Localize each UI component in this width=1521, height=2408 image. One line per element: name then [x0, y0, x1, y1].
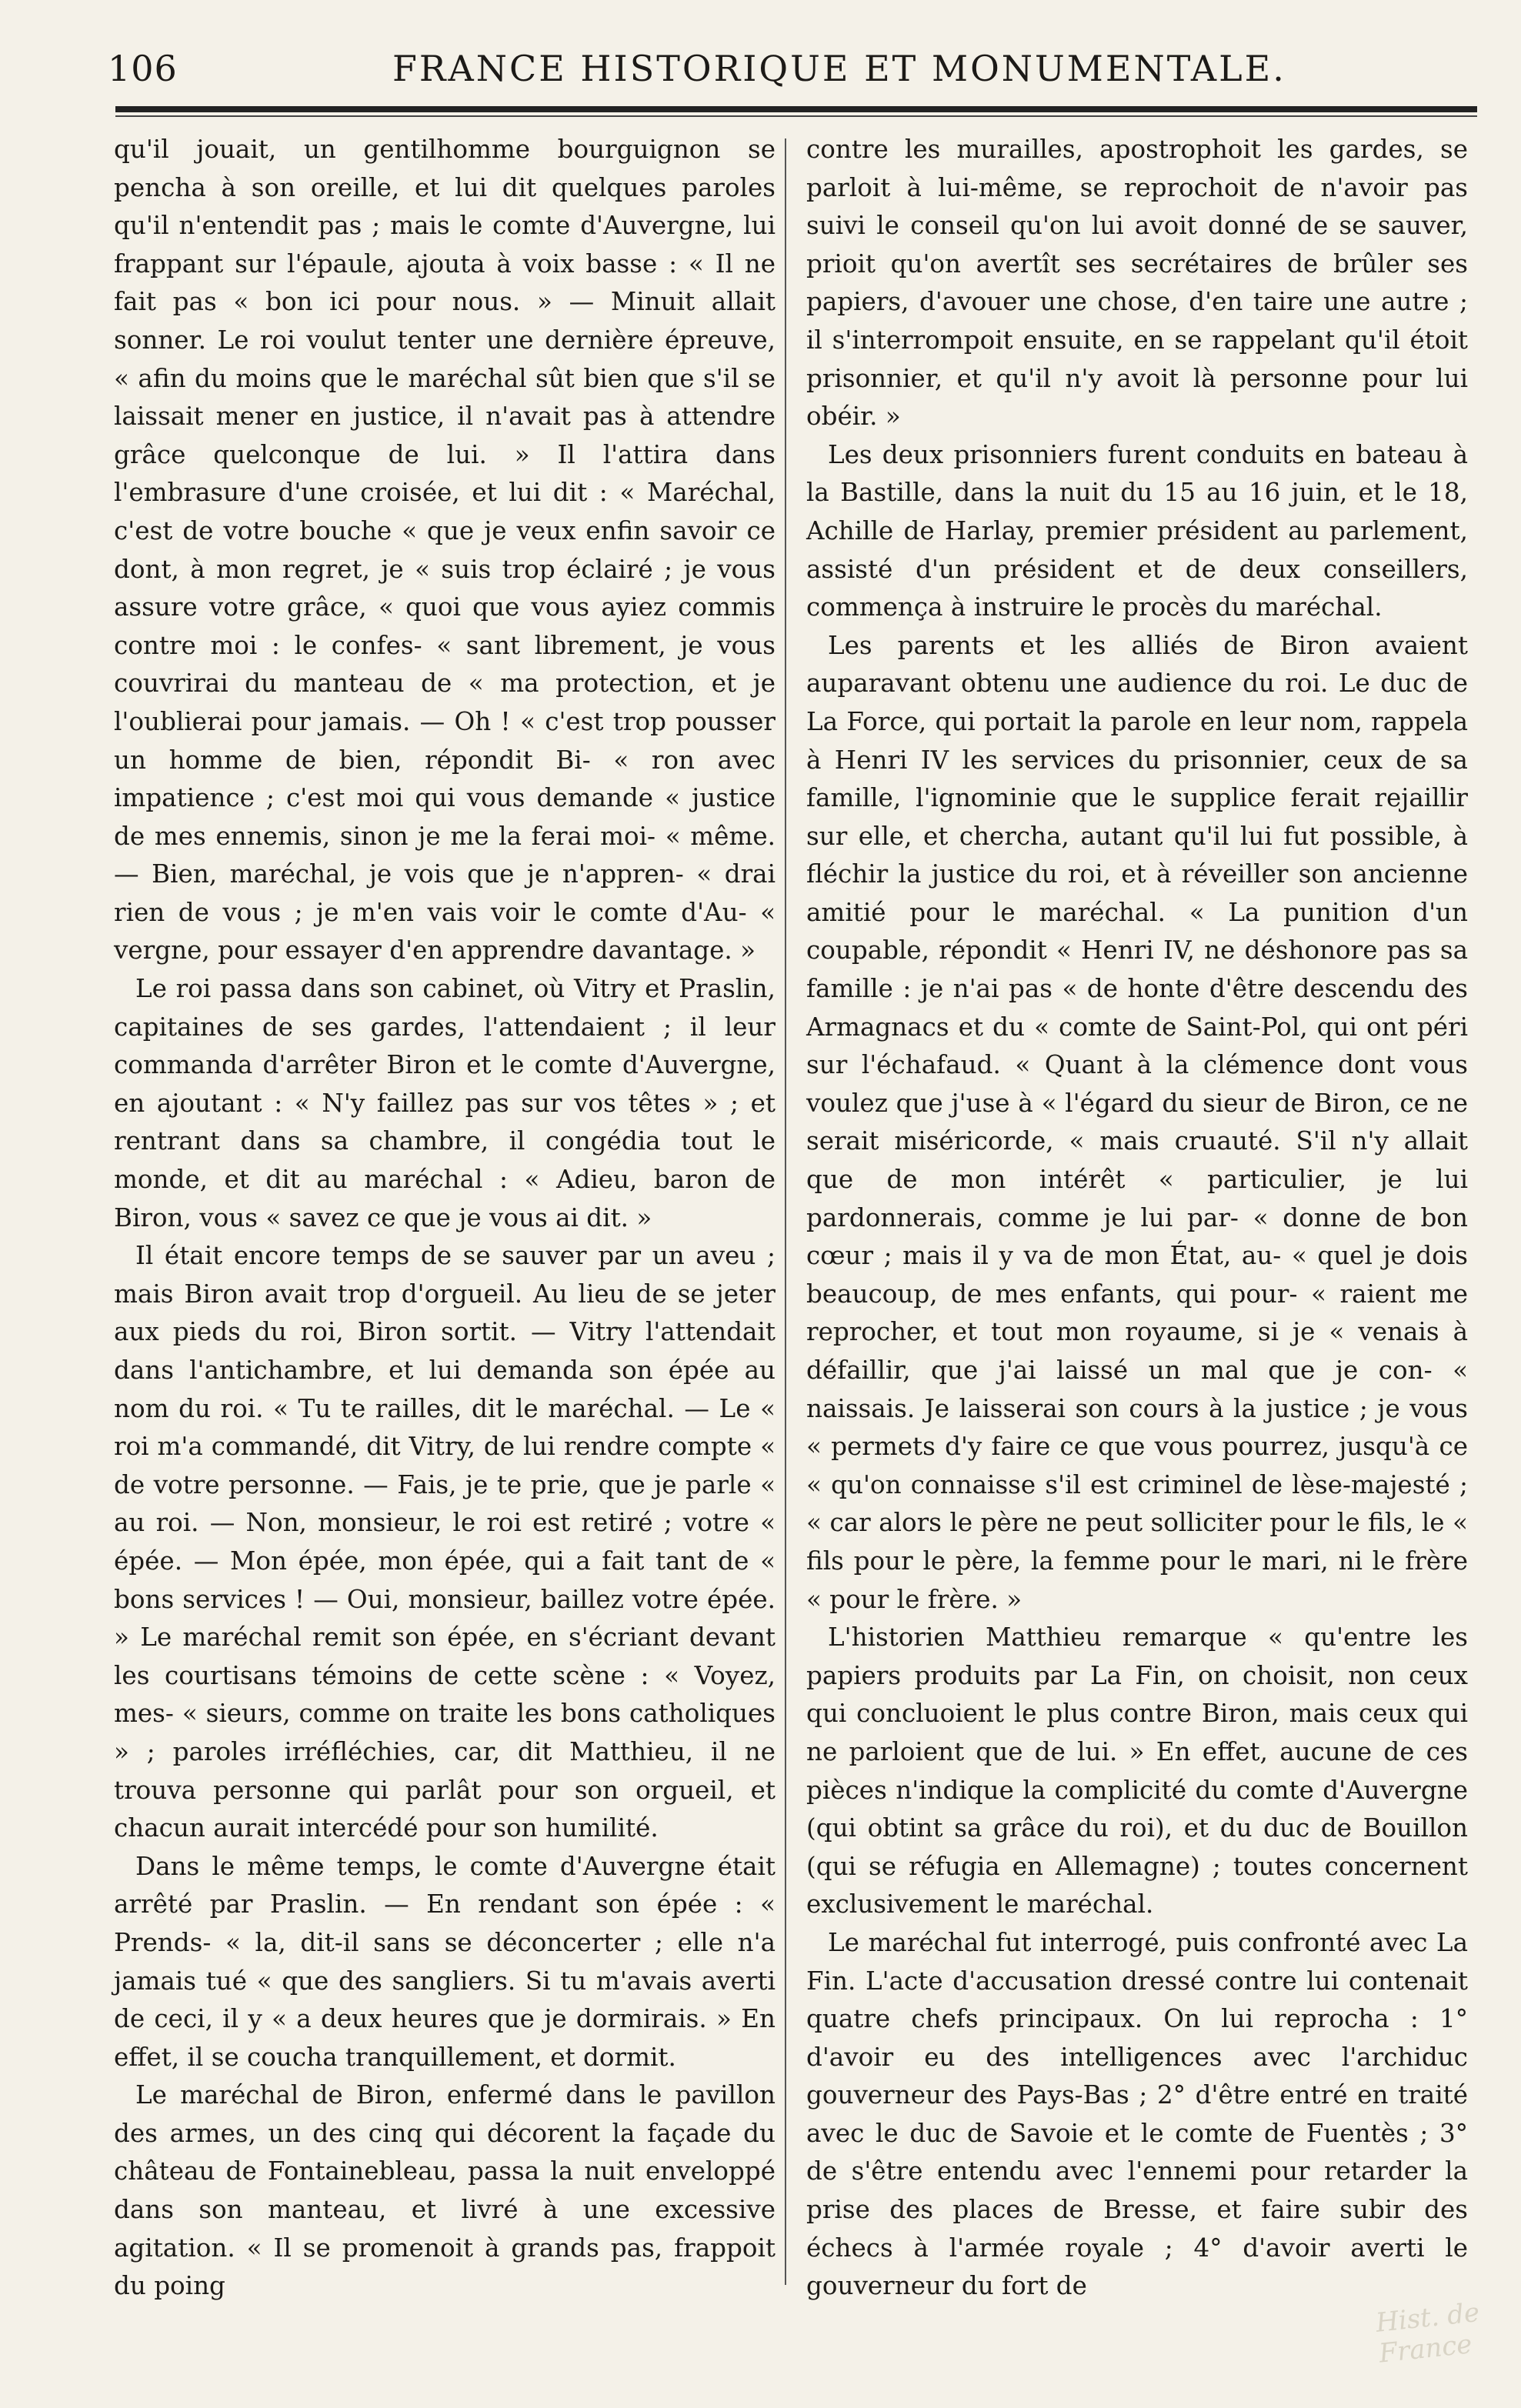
header-rule-thin	[115, 115, 1477, 117]
right-column	[806, 131, 1468, 2306]
paragraph: L'historien Matthieu remarque « qu'entre les papiers produits par La Fin, on choisit, non ceux qui concluoient le plus contre Biron, mais ceux qui ne parloient que de lui. » En effet, aucune de ces pièces n'indique la complicité du comte d'Auvergne (qui obtint sa grâce du roi), et du duc de Bouillon (qui se réfugia en Allemagne) ; toutes concernent exclusivement le maréchal.	[806, 1623, 1468, 1919]
paragraph: Les parents et les alliés de Biron avaient auparavant obtenu une audience du roi. Le duc de La Force, qui portait la parole en leur nom, rappela à Henri IV les services du prisonnier, ceux de sa famille, l'ignominie que le supplice ferait rejaillir sur elle, et chercha, autant qu'il lui fut possible, à fléchir la justice du roi, et à réveiller son ancienne amitié pour le maréchal. « La punition d'un coupable, répondit « Henri IV, ne déshonore pas sa famille : je n'ai pas « de honte d'être descendu des Armagnacs et du « comte de Saint-Pol, qui ont péri sur l'échafaud. « Quant à la clémence dont vous voulez que j'use à « l'égard du sieur de Biron, ce ne serait miséricorde, « mais cruauté. S'il n'y allait que de mon intérêt « particulier, je lui pardonnerais, comme je lui par- « donne de bon cœur ; mais il y va de mon État, au- « quel je dois beaucoup, de mes enfants, qui pour- « raient me reprocher, et tout mon royaume, si je « venais à défaillir, que j'ai laissé un mal que je con- « naissais. Je laisserai son cours à la justice ; je vous « permets d'y faire ce que vous pourrez, jusqu'à ce « qu'on connaisse s'il est criminel de lèse-majesté ; « car alors le père ne peut solliciter pour le fils, le « fils pour le père, la femme pour le mari, ni le frère « pour le frère. »	[806, 630, 1468, 1614]
paragraph: Dans le même temps, le comte d'Auvergne était arrêté par Praslin. — En rendant son épée : « Prends- « la, dit-il sans se déconcerter ; elle n'a jamais tué « que des sangliers. Si tu m'avais averti de ceci, il y « a deux heures que je dormirais. » En effet, il se coucha tranquillement, et dormit.	[114, 1851, 776, 2072]
paragraph: Les deux prisonniers furent conduits en bateau à la Bastille, dans la nuit du 15 au 16 juin, et le 18, Achille de Harlay, premier président au parlement, assisté d'un président et de deux conseillers, commença à instruire le procès du maréchal.	[806, 439, 1468, 622]
paragraph: Il était encore temps de se sauver par un aveu ; mais Biron avait trop d'orgueil. Au lieu de se jeter aux pieds du roi, Biron sortit. — Vitry l'attendait dans l'antichambre, et lui demanda son épée au nom du roi. « Tu te railles, dit le maréchal. — Le « roi m'a commandé, dit Vitry, de lui rendre compte « de votre personne. — Fais, je te prie, que je parle « au roi. — Non, monsieur, le roi est retiré ; votre « épée. — Mon épée, mon épée, qui a fait tant de « bons services ! — Oui, monsieur, baillez votre épée. » Le maréchal remit son épée, en s'écriant devant les courtisans témoins de cette scène : « Voyez, mes- « sieurs, comme on traite les bons catholiques » ; paroles irréfléchies, car, dit Matthieu, il ne trouva personne qui parlât pour son orgueil, et chacun aurait intercédé pour son humilité.	[114, 1241, 776, 1843]
paragraph: contre les murailles, apostrophoit les gardes, se parloit à lui-même, se reprochoit de n'avoir pas suivi le conseil qu'on lui avoit donné de se sauver, prioit qu'on avertît ses secrétaires de brûler ses papiers, d'avouer une chose, d'en taire une autre ; il s'interrompoit ensuite, en se rappelant qu'il étoit prisonnier, et qu'il n'y avoit là personne pour lui obéir. »	[806, 135, 1468, 432]
left-column	[114, 131, 776, 2306]
library-stamp-watermark: Hist. de France	[1374, 2296, 1481, 2370]
paragraph: Le maréchal fut interrogé, puis confronté avec La Fin. L'acte d'accusation dressé contre lui contenait quatre chefs principaux. On lui reprocha : 1° d'avoir eu des intelligences avec l'archiduc gouverneur des Pays-Bas ; 2° d'être entré en traité avec le duc de Savoie et le comte de Fuentès ; 3° de s'être entendu avec l'ennemi pour retarder la prise des places de Bresse, et faire subir des échecs à l'armée royale ; 4° d'avoir averti le gouverneur du fort de	[806, 1927, 1468, 2301]
paragraph: Le roi passa dans son cabinet, où Vitry et Praslin, capitaines de ses gardes, l'attendaient ; il leur commanda d'arrêter Biron et le comte d'Auvergne, en ajoutant : « N'y faillez pas sur vos têtes » ; et rentrant dans sa chambre, il congédia tout le monde, et dit au maréchal : « Adieu, baron de Biron, vous « savez ce que je vous ai dit. »	[114, 974, 776, 1232]
running-head: FRANCE HISTORIQUE ET MONUMENTALE.	[392, 48, 1286, 89]
paragraph: qu'il jouait, un gentilhomme bourguignon se pencha à son oreille, et lui dit quelques paroles qu'il n'entendit pas ; mais le comte d'Auvergne, lui frappant sur l'épaule, ajouta à voix basse : « Il ne fait pas « bon ici pour nous. » — Minuit allait sonner. Le roi voulut tenter une dernière épreuve, « afin du moins que le maréchal sût bien que s'il se laissait mener en justice, il n'avait pas à attendre grâce quelconque de lui. » Il l'attira dans l'embrasure d'une croisée, et lui dit : « Maréchal, c'est de votre bouche « que je veux enfin savoir ce dont, à mon regret, je « suis trop éclairé ; je vous assure votre grâce, « quoi que vous ayiez commis contre moi : le confes- « sant librement, je vous couvrirai du manteau de « ma protection, et je l'oublierai pour jamais. — Oh ! « c'est trop pousser un homme de bien, répondit Bi- « ron avec impatience ; c'est moi qui vous demande « justice de mes ennemis, sinon je me la ferai moi- « même. — Bien, maréchal, je vois que je n'appren- « drai rien de vous ; je m'en vais voir le comte d'Au- « vergne, pour essayer d'en apprendre davantage. »	[114, 135, 776, 966]
page-number: 106	[108, 48, 178, 89]
header-rule-thick	[115, 106, 1477, 112]
column-divider	[785, 138, 786, 2285]
paragraph: Le maréchal de Biron, enfermé dans le pavillon des armes, un des cinq qui décorent la façade du château de Fontainebleau, passa la nuit enveloppé dans son manteau, et livré à une excessive agitation. « Il se promenoit à grands pas, frappoit du poing	[114, 2080, 776, 2301]
